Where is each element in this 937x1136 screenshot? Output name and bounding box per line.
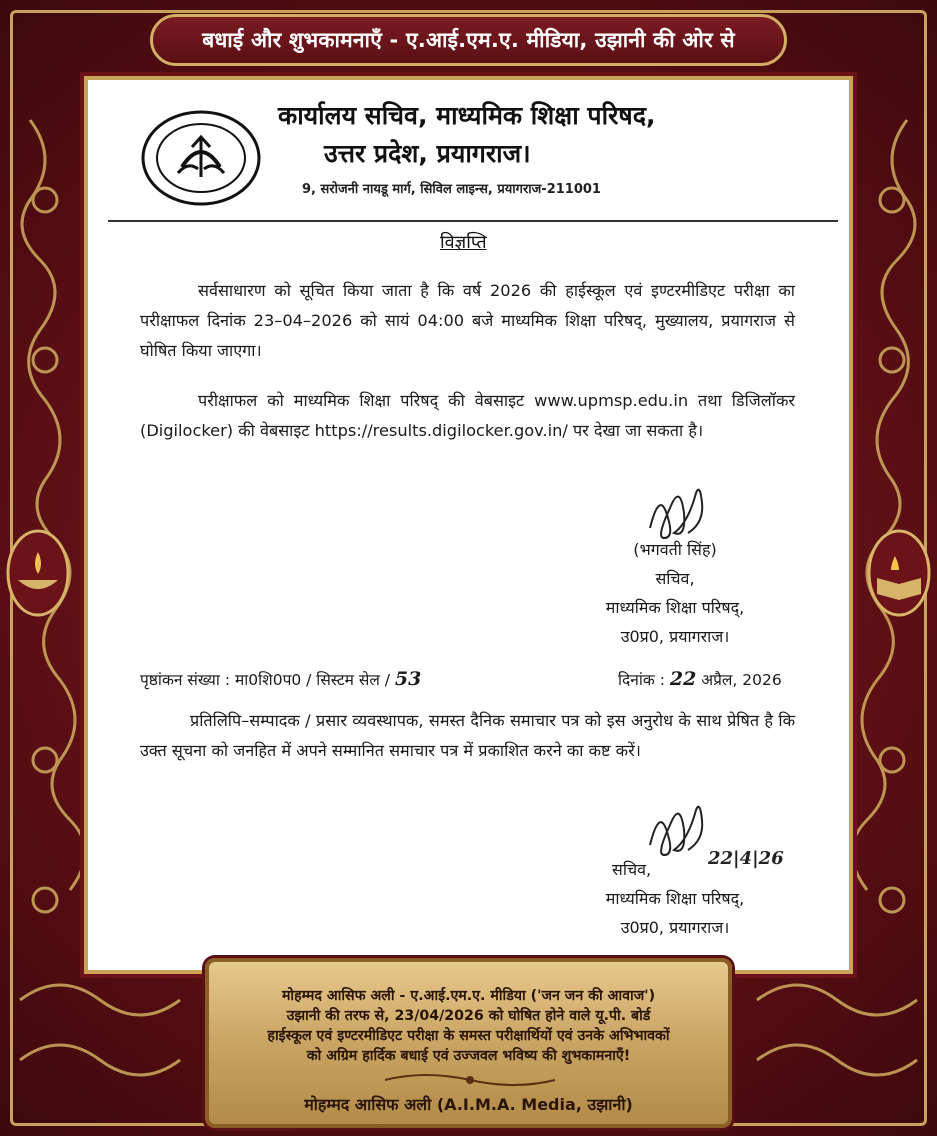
office-title-line1: कार्यालय सचिव, माध्यमिक शिक्षा परिषद, <box>278 101 656 130</box>
signatory-place: उ0प्र0, प्रयागराज। <box>620 627 730 646</box>
reference-label: पृष्ठांकन संख्या : मा0शि0प0 / सिस्टम सेल / <box>140 671 390 689</box>
greeting-line-2: उझानी की तरफ से, 23/04/2026 को घोषित होने वाले यू.पी. बोर्ड <box>286 1008 651 1024</box>
greeting-line-4: को अग्रिम हार्दिक बधाई एवं उज्जवल भविष्य की शुभकामनाएँ! <box>306 1048 631 1064</box>
book-lamp-icon <box>865 528 933 618</box>
office-address: 9, सरोजनी नायडू मार्ग, सिविल लाइन्स, प्रयागराज-211001 <box>302 182 601 197</box>
office-title <box>278 97 838 173</box>
notice-paragraph-1: सर्वसाधारण को सूचित किया जाता है कि वर्ष 2026 की हाईस्कूल एवं इण्टरमीडिएट परीक्षा का परीक्षाफल दिनांक 23–04–2026 को सायं 04:00 बजे माध्यमिक शिक्षा परिषद्, मुख्यालय, प्रयागराज से घोषित किया जाएगा। <box>140 281 795 360</box>
reference-line <box>140 668 795 690</box>
greeting-line-1: मोहम्मद आसिफ अली - ए.आई.एम.ए. मीडिया ('जन जन की आवाज') <box>281 988 656 1004</box>
signature-block-1 <box>560 535 790 651</box>
board-seal-icon <box>140 109 262 207</box>
ornamental-divider <box>380 1068 560 1092</box>
date-label: दिनांक : <box>618 671 665 689</box>
signatory-org: माध्यमिक शिक्षा परिषद्, <box>605 598 745 617</box>
letterhead <box>140 95 840 215</box>
greeting-signoff: मोहम्मद आसिफ अली (A.I.M.A. Media, उझानी) <box>304 1095 633 1114</box>
banner-title: बधाई और शुभकामनाएँ - ए.आई.एम.ए. मीडिया, उझानी की ओर से <box>202 28 735 52</box>
notice-paragraph-2: परीक्षाफल को माध्यमिक शिक्षा परिषद् की वेबसाइट www.upmsp.edu.in तथा डिजिलॉकर (Digilocker) की वेबसाइट https://results.digilocker.gov.in/ पर देखा जा सकता है। <box>140 391 795 440</box>
notice-heading: विज्ञप्ति <box>440 232 487 253</box>
date-day: 22 <box>669 668 697 690</box>
greeting-line-3: हाईस्कूल एवं इण्टरमीडिएट परीक्षा के समस्त परीक्षार्थियों एवं उनके अभिभावकों <box>267 1028 670 1044</box>
signatory-name: (भगवती सिंह) <box>633 540 717 559</box>
diya-lamp-icon <box>4 528 72 618</box>
office-title-line2: उत्तर प्रदेश, प्रयागराज। <box>324 139 531 168</box>
header-divider <box>108 220 838 222</box>
signatory-designation: सचिव, <box>655 569 695 588</box>
greeting-message <box>212 986 725 1066</box>
copy-paragraph: प्रतिलिपि–सम्पादक / प्रसार व्यवस्थापक, समस्त दैनिक समाचार पत्र को इस अनुरोध के साथ प्रेषित है कि उक्त सूचना को जनहित में अपने सम्मानित समाचार पत्र में प्रकाशित करने का कष्ट करें। <box>140 711 795 760</box>
greeting-banner <box>150 14 787 66</box>
date-rest: अप्रैल, 2026 <box>701 671 782 689</box>
signatory2-org: माध्यमिक शिक्षा परिषद्, <box>605 889 745 908</box>
reference-date <box>618 668 782 690</box>
reference-number: 53 <box>394 668 422 690</box>
signatory2-designation: सचिव, <box>612 860 652 879</box>
signatory2-place: उ0प्र0, प्रयागराज। <box>620 918 730 937</box>
signature-block-2 <box>560 855 790 942</box>
handwritten-date: 22|4|26 <box>708 848 784 869</box>
